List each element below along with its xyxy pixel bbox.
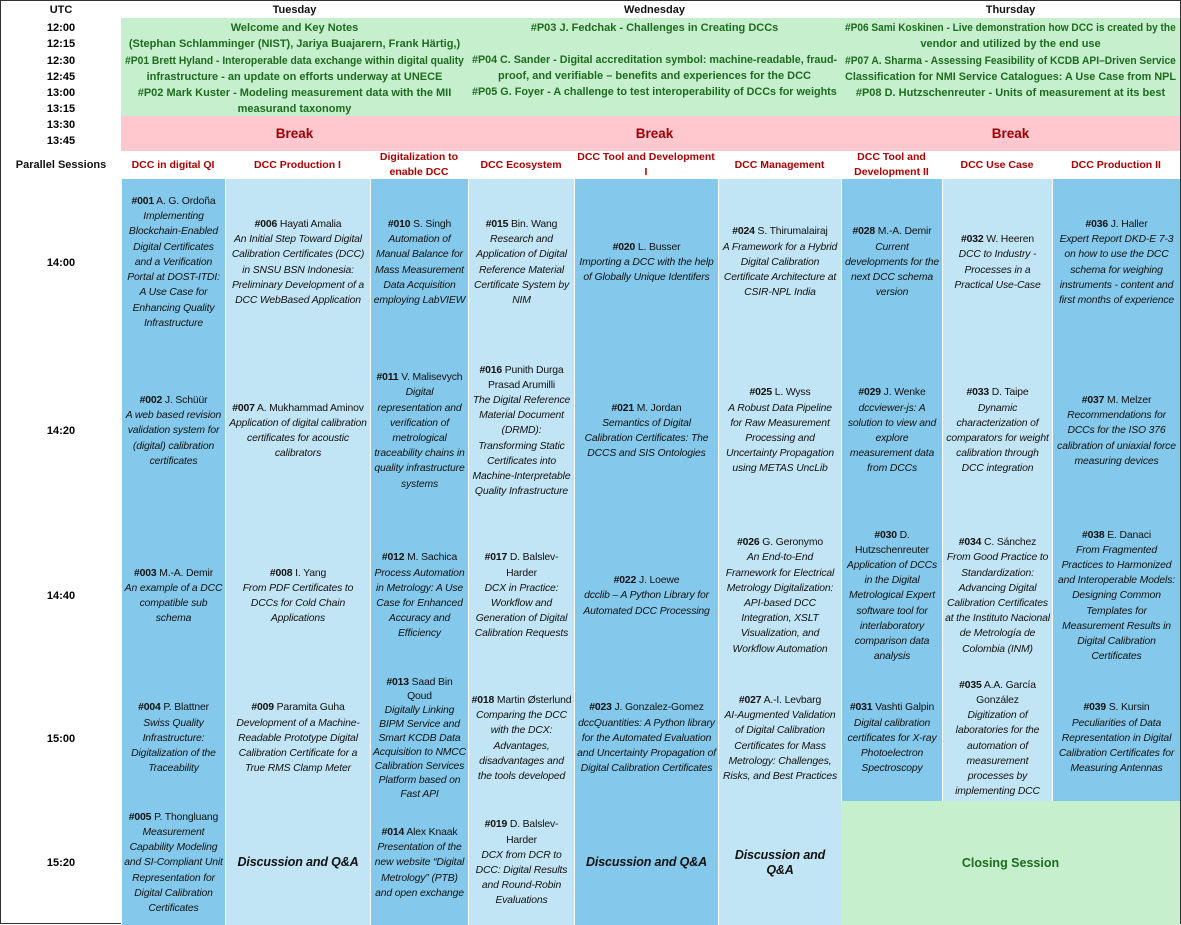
talk-id: #022 — [613, 575, 637, 587]
talk-title: Peculiarities of Data Representation in Digital Calibration Certificates for Measuring Antennas — [1058, 717, 1175, 775]
talk-id: #024 — [732, 226, 755, 238]
talk-cell[interactable] — [121, 179, 225, 346]
talk-id: #017 — [484, 552, 508, 564]
time-label: 12:45 — [46, 70, 76, 83]
talk-title: Measurement Capability Modeling and SI-Compliant Unit Representation for Digital Calibration Certificates — [124, 826, 223, 914]
talk-header — [732, 224, 827, 239]
day-header: Tuesday — [272, 3, 317, 16]
talk-title: An Initial Step Toward Digital Calibration Certificates (DCC) in SNSU BSN Indonesia: Preliminary Development of a DCC WebBased Application — [231, 234, 365, 306]
talk-title: Recommendations for DCCs for the ISO 376 calibration of uniaxial force measuring devices — [1057, 410, 1176, 467]
keynote-block — [841, 18, 1180, 116]
keynote-line: #P05 G. Foyer - A challenge to test interoperability of DCCs for weights — [472, 86, 837, 99]
keynote-line: vendor and utilized by the end use — [920, 38, 1101, 51]
keynote-line: Welcome and Key Notes — [230, 22, 359, 34]
talk-title: Semantics of Digital Calibration Certificates: The DCCS and SIS Ontologies — [584, 417, 709, 460]
talk-author: M. Melzer — [1107, 394, 1152, 406]
discussion-cell — [225, 801, 370, 925]
talk-id: #025 — [749, 387, 772, 399]
talk-header — [613, 240, 681, 255]
talk-cell[interactable] — [225, 179, 370, 346]
talk-header — [852, 224, 931, 239]
talk-header — [844, 528, 940, 558]
talk-header — [472, 693, 572, 708]
talk-title: Presentation of the new website “Digital Metrology” (PTB) and open exchange — [374, 842, 465, 899]
talk-author: J. Wenke — [883, 387, 926, 399]
talk-title: Development of a Machine-Readable Prototype Digital Calibration Certificate for a True RMS Clamp Meter — [236, 717, 360, 775]
keynote-line: proof, and verifiable – benefits and experiences for the DCC — [498, 70, 811, 82]
talk-cell[interactable] — [1052, 676, 1180, 801]
talk-id: #027 — [738, 694, 762, 706]
talk-title: Comparing the DCC with the DCX: Advantages, disadvantages and the tools developed — [475, 710, 567, 782]
talk-id: #012 — [381, 552, 405, 564]
talk-title: Swiss Quality Infrastructure: Digitalization of the Traceability — [131, 717, 216, 775]
keynote-line: measurand taxonomy — [237, 103, 352, 116]
talk-header — [737, 535, 823, 550]
keynote-line: #P04 C. Sander - Digital accreditation symbol: machine-readable, fraud- — [472, 53, 838, 66]
talk-author: A. G. Ordoña — [156, 196, 216, 208]
talk-author: M.-A. Demir — [877, 226, 932, 238]
time-label: 12:30 — [46, 54, 76, 67]
talk-header — [1082, 393, 1152, 408]
talk-id: #014 — [381, 826, 405, 838]
talk-id: #004 — [138, 702, 161, 714]
talk-header — [739, 693, 821, 708]
talk-cell[interactable] — [468, 801, 574, 925]
talk-author: W. Heeren — [986, 234, 1034, 246]
talk-id: #009 — [251, 702, 274, 714]
session-title: DCC Use Case — [960, 158, 1034, 171]
talk-cell[interactable] — [942, 179, 1052, 346]
talk-cell[interactable] — [370, 516, 468, 676]
session-title: DCC Tool and Development I — [577, 151, 715, 178]
talk-header — [967, 385, 1029, 400]
talk-header — [377, 370, 463, 385]
talk-title: From PDF Certificates to DCCs for Cold Chain Applications — [242, 582, 354, 625]
talk-author: D. Hutzschenreuter — [855, 529, 929, 556]
talk-cell[interactable] — [718, 179, 841, 346]
talk-author: M.-A. Demir — [159, 567, 214, 579]
talk-author: S. Kursin — [1108, 702, 1150, 714]
talk-cell[interactable] — [841, 179, 942, 346]
talk-cell[interactable] — [121, 516, 225, 676]
talk-id: #038 — [1082, 529, 1105, 541]
talk-header — [945, 678, 1050, 708]
talk-title: Digital calibration certificates for X-ray Photoelectron Spectroscopy — [847, 717, 937, 775]
keynote-line: (Stephan Schlamminger (NIST), Jariya Buajarern, Frank Härtig,) — [128, 38, 461, 51]
talk-cell[interactable] — [121, 676, 225, 801]
talk-header — [1085, 217, 1147, 232]
time-slot-label: 14:20 — [46, 425, 76, 437]
talk-cell[interactable] — [841, 676, 942, 801]
talk-id: #028 — [852, 226, 875, 238]
talk-header — [382, 825, 458, 840]
talk-author: J. Loewe — [638, 575, 680, 587]
time-slot-label: 15:20 — [46, 857, 76, 869]
talk-header — [614, 573, 680, 588]
talk-cell[interactable] — [225, 676, 370, 801]
talk-author: M. Sachica — [407, 552, 458, 564]
talk-header — [270, 566, 326, 581]
talk-id: #002 — [139, 394, 163, 406]
talk-id: #034 — [958, 537, 982, 549]
talk-header — [373, 676, 466, 704]
talk-header — [138, 700, 209, 715]
talk-header — [961, 232, 1034, 247]
time-label: 12:15 — [46, 38, 76, 51]
talk-header — [129, 810, 218, 825]
keynote-line: #P07 A. Sharma - Assessing Feasibility of KCDB API–Driven Service — [845, 54, 1176, 67]
talk-title: dcclib – A Python Library for Automated DCC Processing — [583, 590, 710, 617]
talk-author: I. Yang — [295, 567, 327, 579]
day-header: Wednesday — [624, 3, 685, 16]
parallel-sessions-label: Parallel Sessions — [15, 159, 107, 171]
talk-id: #006 — [254, 218, 278, 230]
plenary-times — [1, 18, 121, 116]
break-block: Break — [841, 116, 1180, 151]
talk-title: From Good Practice to Standardization: Advancing Digital Calibration Certificates at the Instituto Nacional de Metrología de Colombia (INM) — [945, 552, 1050, 655]
keynote-line: #P03 J. Fedchak - Challenges in Creating DCCs — [530, 22, 779, 34]
talk-title: DCX from DCR to DCC: Digital Results and Round-Robin Evaluations — [475, 849, 568, 907]
keynote-line — [472, 36, 837, 51]
talk-title: DCX in Practice: Workflow and Generation of Digital Calibration Requests — [474, 582, 569, 640]
talk-author: C. Sánchez — [984, 537, 1037, 549]
talk-id: #010 — [387, 218, 411, 230]
talk-header — [486, 217, 557, 232]
talk-author: Punith Durga Prasad Arumilli — [487, 364, 564, 391]
keynote-line: infrastructure - an update on efforts underway at UNECE — [146, 70, 443, 83]
keynote-line: Classification for NMI Service Catalogues: A Use Case from NPL — [845, 70, 1176, 83]
talk-cell[interactable] — [370, 801, 468, 925]
talk-cell[interactable] — [1052, 346, 1180, 516]
talk-header — [140, 393, 208, 408]
talk-author: S. Thirumalairaj — [757, 226, 828, 238]
talk-author: D. Taipe — [991, 387, 1029, 399]
session-title: DCC Production I — [254, 158, 341, 171]
talk-cell[interactable] — [468, 676, 574, 801]
talk-title: Process Automation in Metrology: A Use Case for Enhanced Accuracy and Efficiency — [374, 567, 465, 640]
talk-header — [858, 385, 925, 400]
talk-title: DCC to Industry - Processes in a Practical Use-Case — [954, 249, 1041, 291]
keynote-block — [121, 18, 468, 116]
talk-cell[interactable] — [370, 179, 468, 346]
talk-author: Paramita Guha — [276, 702, 345, 714]
talk-id: #035 — [959, 679, 982, 691]
talk-header — [611, 401, 681, 416]
talk-author: L. Wyss — [774, 387, 811, 399]
talk-id: #003 — [133, 567, 157, 579]
talk-title: A Framework for a Hybrid Digital Calibration Certificate Architecture at CSIR-NPL India — [722, 241, 838, 299]
talk-id: #030 — [874, 529, 897, 541]
break-block: Break — [468, 116, 841, 151]
talk-id: #023 — [589, 702, 612, 714]
talk-title: Implementing Blockchain-Enabled Digital Certificates and a Verification Portal at DOST-ITDI: A Use Case for Enhancing Quality Infrastructure — [127, 211, 220, 329]
talk-title: Importing a DCC with the help of Globally Unique Identifers — [579, 256, 714, 284]
talk-author: E. Danaci — [1107, 529, 1151, 541]
talk-cell[interactable] — [468, 179, 574, 346]
talk-author: A.-I. Levbarg — [763, 694, 822, 706]
talk-author: Martin Østerlund — [496, 694, 572, 706]
talk-cell[interactable] — [718, 676, 841, 801]
session-title: DCC in digital QI — [131, 158, 215, 171]
talk-cell[interactable] — [841, 346, 942, 516]
talk-author: G. Geronymo — [762, 537, 823, 549]
talk-author: P. Blattner — [163, 702, 209, 714]
talk-title: dccviewer-js: A solution to view and explore measurement data from DCCs — [847, 402, 937, 475]
talk-id: #036 — [1085, 218, 1108, 230]
talk-id: #033 — [966, 387, 990, 399]
talk-header — [131, 194, 215, 209]
keynote-line: #P06 Sami Koskinen - Live demonstration how DCC is created by the — [845, 22, 1176, 34]
talk-author: D. Balslev-Harder — [506, 552, 559, 579]
talk-author: Vashti Galpin — [875, 702, 935, 714]
closing-session: Closing Session — [841, 801, 1180, 925]
talk-author: S. Singh — [413, 218, 452, 230]
talk-header — [1082, 528, 1151, 543]
time-slot-label: 14:40 — [46, 590, 76, 602]
talk-cell[interactable] — [121, 346, 225, 516]
talk-cell[interactable] — [370, 346, 468, 516]
talk-cell[interactable] — [468, 516, 574, 676]
keynote-line — [845, 101, 1176, 116]
talk-cell[interactable] — [468, 346, 574, 516]
time-slot-label: 14:00 — [46, 256, 76, 269]
session-title: DCC Production II — [1071, 158, 1161, 171]
discussion-label: Discussion and Q&A — [734, 847, 826, 877]
talk-cell[interactable] — [841, 516, 942, 676]
talk-title: The Digital Reference Material Document (DRMD): Transforming Static Certificates into Machine-Interpretable Quality Infrastructure — [472, 394, 571, 498]
talk-author: V. Malisevych — [401, 372, 463, 384]
talk-id: #032 — [960, 234, 984, 246]
talk-cell[interactable] — [574, 676, 718, 801]
talk-cell[interactable] — [942, 676, 1052, 801]
talk-author: Saad Bin Qoud — [407, 676, 453, 702]
break-times — [1, 116, 121, 151]
talk-cell[interactable] — [225, 516, 370, 676]
talk-header — [232, 401, 364, 416]
talk-header — [471, 550, 572, 580]
talk-header — [1083, 700, 1149, 715]
talk-title: Application of DCCs in the Digital Metrological Expert software tool for interlaboratory comparison data analysis — [846, 559, 938, 663]
session-title: DCC Ecosystem — [480, 158, 562, 171]
talk-author: Bin. Wang — [511, 218, 558, 230]
talk-id: #037 — [1081, 394, 1105, 406]
talk-title: Research and Application of Digital Reference Material Certificate System by NIM — [473, 234, 569, 306]
talk-title: Expert Report DKD-E 7-3 on how to use the DCC schema for weighing instruments - content and first months of experience — [1058, 234, 1175, 306]
talk-id: #029 — [858, 387, 881, 399]
talk-cell[interactable] — [574, 179, 718, 346]
time-label: 13:15 — [46, 103, 76, 116]
talk-author: M. Jordan — [636, 402, 682, 414]
talk-cell[interactable] — [574, 346, 718, 516]
talk-header — [749, 385, 810, 400]
keynote-line: #P08 D. Hutzschenreuter - Units of measurement at its best — [855, 87, 1166, 100]
talk-header — [251, 700, 344, 715]
talk-author: Alex Knaak — [406, 826, 458, 838]
talk-id: #008 — [269, 567, 293, 579]
talk-id: #013 — [386, 676, 409, 688]
session-title: DCC Tool and Development II — [854, 151, 929, 178]
talk-header — [134, 566, 213, 581]
day-header: Thursday — [985, 3, 1036, 16]
talk-id: #007 — [232, 402, 255, 414]
time-label: 13:00 — [46, 87, 76, 100]
talk-cell[interactable] — [942, 346, 1052, 516]
talk-header — [255, 217, 342, 232]
time-slot-label: 15:00 — [46, 732, 76, 745]
talk-title: AI-Augmented Validation of Digital Calibration Certificates for Mass Metrology: Challenges, Risks, and Best Practices — [722, 710, 838, 782]
talk-id: #039 — [1083, 702, 1106, 714]
discussion-label: Discussion and Q&A — [586, 855, 707, 870]
talk-cell[interactable] — [718, 346, 841, 516]
talk-author: J. Haller — [1110, 218, 1148, 230]
talk-cell[interactable] — [121, 801, 225, 925]
talk-header — [589, 700, 704, 715]
talk-author: L. Busser — [637, 241, 681, 253]
time-label: 13:30 — [46, 119, 76, 131]
talk-author: J. Schüür — [164, 394, 208, 406]
discussion-label: Discussion and Q&A — [237, 855, 359, 870]
time-label: 13:45 — [46, 135, 76, 148]
utc-header: UTC — [49, 3, 73, 16]
talk-header — [382, 550, 457, 565]
talk-author: Hayati Amalia — [279, 218, 342, 230]
talk-header — [471, 817, 572, 847]
talk-title: Application of digital calibration certificates for acoustic calibrators — [229, 417, 367, 460]
talk-id: #026 — [737, 537, 760, 549]
keynote-block — [468, 18, 841, 116]
talk-title: Dynamic characterization of comparators for weight calibration through DCC integration — [946, 402, 1049, 475]
talk-author: J. Gonzalez-Gomez — [614, 702, 704, 714]
keynote-line: #P01 Brett Hyland - Interoperable data exchange within digital quality — [125, 54, 464, 67]
talk-id: #018 — [471, 694, 495, 706]
talk-header — [388, 217, 451, 232]
keynote-line: #P02 Mark Kuster - Modeling measurement data with the MII — [137, 87, 452, 100]
talk-id: #021 — [611, 402, 634, 414]
keynote-line — [472, 101, 837, 116]
talk-id: #019 — [484, 819, 508, 831]
talk-title: A web based revision validation system for (digital) calibration certificates — [125, 410, 222, 467]
talk-title: From Fragmented Practices to Harmonized and Interoperable Models: Designing Common Templates for Measurement Results in Digital Calibration Certificates — [1058, 544, 1175, 663]
session-title: Digitalization to enable DCC — [379, 151, 459, 178]
talk-title: An example of a DCC compatible sub schema — [124, 582, 223, 625]
talk-author: D. Balslev-Harder — [506, 819, 559, 846]
talk-header — [959, 535, 1036, 550]
talk-id: #020 — [612, 241, 636, 253]
talk-header — [471, 363, 572, 393]
talk-cell[interactable] — [942, 516, 1052, 676]
talk-cell[interactable] — [1052, 516, 1180, 676]
break-block: Break — [121, 116, 468, 151]
talk-author: A.A. García González — [976, 679, 1036, 706]
talk-title: An End-to-End Framework for Electrical Metrology Digitalization: API-based DCC Integration, XSLT Visualization, and Workflow Automation — [725, 552, 835, 655]
talk-cell[interactable] — [718, 516, 841, 676]
talk-title: Digitally Linking BIPM Service and Smart KCDB Data Acquisition to NMCC Calibration Services Platform based on Fast API — [373, 704, 467, 800]
talk-id: #016 — [479, 364, 502, 376]
talk-id: #005 — [128, 811, 152, 823]
talk-title: Current developments for the next DCC schema version — [844, 241, 940, 299]
talk-author: P. Thongluang — [154, 811, 219, 823]
time-label: 12:00 — [46, 22, 76, 34]
talk-cell[interactable] — [225, 346, 370, 516]
talk-title: Digitization of laboratories for the automation of measurement processes by implementing DCC — [955, 710, 1040, 798]
discussion-cell — [718, 801, 841, 925]
talk-title: Automation of Manual Balance for Mass Measurement Data Acquisition employing LabVIEW — [373, 234, 466, 306]
session-title: DCC Management — [734, 158, 825, 171]
talk-id: #011 — [376, 372, 399, 384]
talk-header — [850, 700, 934, 715]
talk-cell[interactable] — [574, 516, 718, 676]
talk-cell[interactable] — [1052, 179, 1180, 346]
talk-title: dccQuantities: A Python library for the Automated Evaluation and Uncertainty Propagation of Digital Calibration Certificates — [577, 717, 716, 775]
talk-id: #001 — [131, 196, 154, 208]
talk-title: A Robust Data Pipeline for Raw Measurement Processing and Uncertainty Propagation using METAS UncLib — [725, 402, 835, 475]
talk-id: #015 — [485, 218, 509, 230]
discussion-cell — [574, 801, 718, 925]
talk-author: A. Mukhammad Aminov — [256, 402, 364, 414]
talk-title: Digital representation and verification of metrological traceability chains in quality infrastructure systems — [374, 387, 465, 490]
talk-cell[interactable] — [370, 676, 468, 801]
talk-id: #031 — [849, 702, 873, 714]
